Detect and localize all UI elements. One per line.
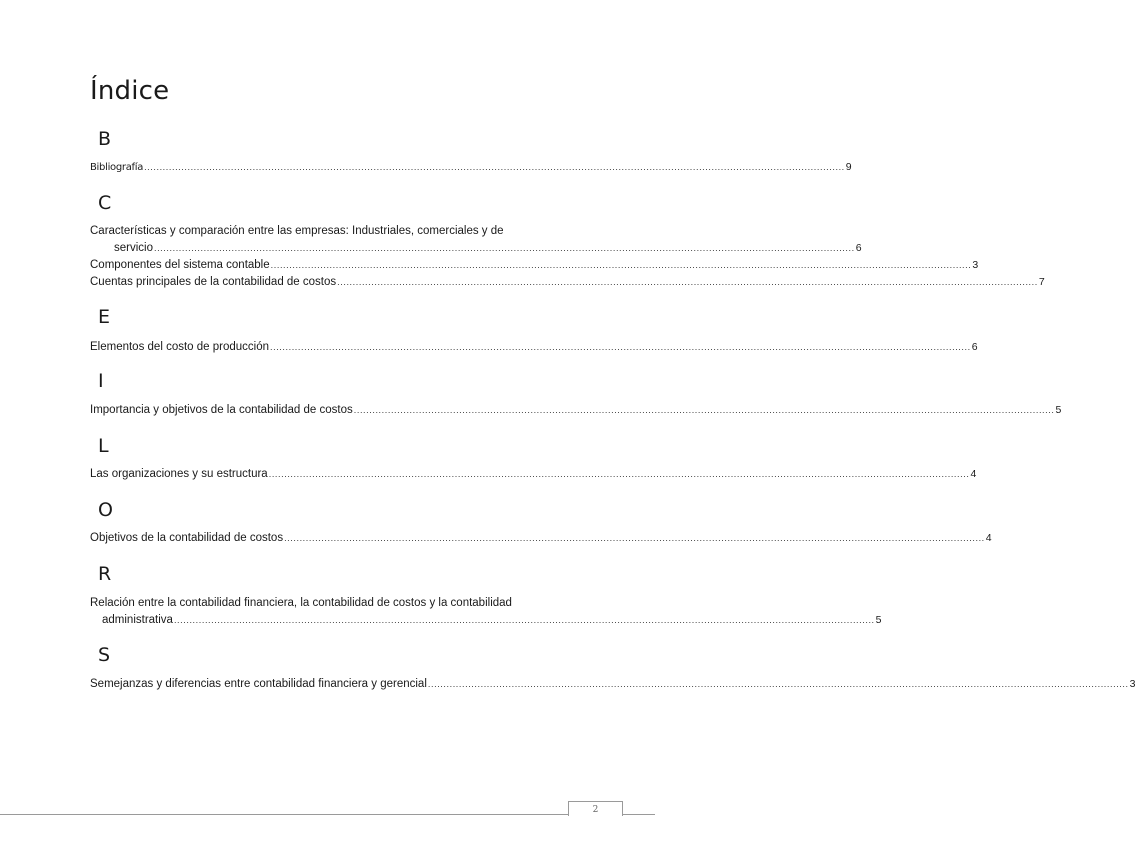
entry-page-number: 5 <box>1055 404 1062 416</box>
section-letter-r: R <box>98 563 112 585</box>
index-entry[interactable] <box>90 530 992 547</box>
entry-label: Cuentas principales de la contabilidad de costos <box>90 276 337 288</box>
dot-leader <box>144 159 845 176</box>
entry-label: Objetivos de la contabilidad de costos <box>90 532 284 544</box>
index-entry[interactable] <box>90 223 862 257</box>
entry-label: Importancia y objetivos de la contabilidad de costos <box>90 404 353 416</box>
entry-page-number: 9 <box>845 161 852 173</box>
entry-label: servicio <box>114 242 153 254</box>
dot-leader <box>337 274 1038 291</box>
section-letter-s: S <box>98 644 111 666</box>
index-entry[interactable] <box>90 595 882 629</box>
entry-page-number: 4 <box>985 532 992 544</box>
index-entry[interactable] <box>90 257 979 274</box>
index-entry[interactable] <box>90 466 977 483</box>
index-entry[interactable] <box>90 676 1135 693</box>
dot-leader <box>428 676 1129 693</box>
section-letter-o: O <box>98 499 113 521</box>
entry-label: Bibliografía <box>90 162 144 173</box>
index-entry[interactable] <box>90 274 1045 291</box>
entry-page-number: 7 <box>1038 276 1045 288</box>
entry-label-line1: Relación entre la contabilidad financiera, la contabilidad de costos y la contabilidad <box>90 597 512 609</box>
page-title: Índice <box>90 76 170 106</box>
section-letter-i: I <box>98 370 104 392</box>
entry-label: Semejanzas y diferencias entre contabilidad financiera y gerencial <box>90 678 427 690</box>
dot-leader <box>354 402 1055 419</box>
entry-page-number: 6 <box>855 242 862 254</box>
dot-leader <box>154 240 855 257</box>
footer-page-number: 2 <box>568 801 623 816</box>
dot-leader <box>284 530 985 547</box>
section-letter-b: B <box>98 128 112 150</box>
entry-label: Elementos del costo de producción <box>90 341 269 353</box>
index-entry[interactable] <box>90 159 852 176</box>
dot-leader <box>269 466 970 483</box>
entry-label: administrativa <box>102 614 173 626</box>
dot-leader <box>174 612 875 629</box>
entry-label: Las organizaciones y su estructura <box>90 468 268 480</box>
section-letter-l: L <box>98 435 109 457</box>
dot-leader <box>270 339 971 356</box>
dot-leader <box>271 257 972 274</box>
entry-label: Componentes del sistema contable <box>90 259 270 271</box>
section-letter-c: C <box>98 192 112 214</box>
index-entry[interactable] <box>90 339 978 356</box>
entry-page-number: 4 <box>970 468 977 480</box>
entry-page-number: 3 <box>1129 678 1135 690</box>
entry-label-line1: Características y comparación entre las empresas: Industriales, comerciales y de <box>90 225 504 237</box>
entry-page-number: 6 <box>971 341 978 353</box>
entry-page-number: 3 <box>972 259 979 271</box>
section-letter-e: E <box>98 306 111 328</box>
index-entry[interactable] <box>90 402 1062 419</box>
footer-rule <box>0 814 655 815</box>
entry-page-number: 5 <box>875 614 882 626</box>
